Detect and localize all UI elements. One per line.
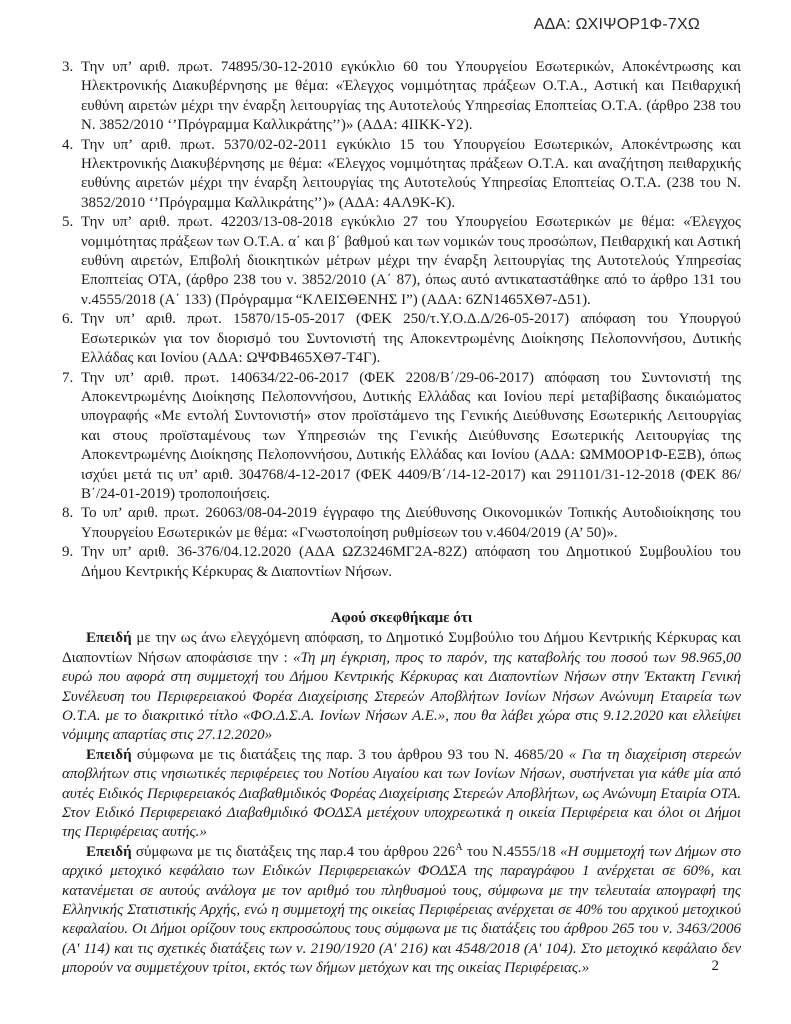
paragraph-lead: Επειδή: [86, 630, 132, 647]
list-item-text: Το υπ’ αριθ. πρωτ. 26063/08-04-2019 έγγραφο της Διεύθυνσης Οικονομικών Τοπικής Αυτοδιοίκησης του Υπουργείου Εσωτερικών με θέμα: «Γνωστοποίηση ρυθμίσεων του ν.4604/2019 (Α’ 50)».: [81, 505, 741, 541]
list-item-number: 5.: [62, 214, 74, 231]
list-item: [62, 213, 741, 310]
paragraph-text: σύμφωνα με τις διατάξεις της παρ.4 του άρθρου 226: [131, 843, 456, 860]
list-item-text: Την υπ’ αριθ. πρωτ. 15870/15-05-2017 (ΦΕΚ 250/τ.Υ.Ο.Δ.Δ/26-05-2017) απόφαση του Υπουργού Εσωτερικών για τον διορισμό του Συντονιστή της Αποκεντρωμένης Διοίκησης Πελοποννήσου, Δυτικής Ελλάδας και Ιονίου (ΑΔΑ: ΩΨΦΒ465ΧΘ7-Τ4Γ).: [81, 311, 741, 367]
list-item: [62, 504, 741, 543]
ada-code: ΑΔΑ: ΩΧΙΨΟΡ1Φ-7ΧΩ: [533, 16, 700, 33]
list-item-number: 8.: [62, 505, 74, 522]
paragraph-epeidi-1: [62, 629, 741, 745]
paragraph-quote: « Για τη διαχείριση στερεών αποβλήτων στις νησιωτικές περιφέρειες του Νοτίου Αιγαίου και των Ιονίων Νήσων, συστήνεται για κάθε μία από αυτές Ειδικός Περιφερειακός Διαβαθμιδικός Φορέας Διαχείρισης Στερεών Αποβλήτων, ως Ανώνυμη Εταιρία ΟΤΑ. Στον Ειδικό Περιφερειακό Διαβαθμιδικό ΦΟΔΣΑ μετέχουν υποχρεωτικά η οικεία Περιφέρεια και όλοι οι Δήμοι της Περιφέρειας αυτής.»: [62, 746, 741, 841]
document-content: [62, 58, 741, 979]
paragraph-quote: «Η συμμετοχή των Δήμων στο αρχικό μετοχικό κεφάλαιο των Ειδικών Περιφερειακών ΦΟΔΣΑ της παραγράφου 1 ανέρχεται σε 60%, και κατανέμεται σε αυτούς ανάλογα με τον αριθμό του πληθυσμού τους, σύμφωνα με την τελευταία απογραφή της Ελληνικής Στατιστικής Αρχής, ενώ η συμμετοχή της οικείας Περιφέρειας ανέρχεται σε 40% του αρχικού μετοχικού κεφαλαίου. Οι Δήμοι ορίζουν τους εκπροσώπους τους σύμφωνα με τις διατάξεις του άρθρου 265 του ν. 3463/2006 (Α' 114) και τις σχετικές διατάξεις των ν. 2190/1920 (Α' 216) και 4548/2018 (Α' 104). Στο μετοχικό κεφάλαιο δεν μπορούν να συμμετέχουν τρίτοι, εκτός των δήμων μετόχων και της οικείας Περιφέρειας.»: [62, 843, 741, 977]
list-item: [62, 543, 741, 582]
list-item: [62, 310, 741, 368]
list-item-text: Την υπ’ αριθ. πρωτ. 74895/30-12-2010 εγκύκλιο 60 του Υπουργείου Εσωτερικών, Αποκέντρωσης και Ηλεκτρονικής Διακυβέρνησης με θέμα: «Έλεγχος νομιμότητας πράξεων Ο.Τ.Α., Αστική και Πειθαρχική ευθύνη αιρετών μέχρι την έναρξη λειτουργίας της Αυτοτελούς Υπηρεσίας Εποπτείας Ο.Τ.Α. (άρθρο 238 του Ν. 3852/2010 ‘’Πρόγραμμα Καλλικράτης’’)» (ΑΔΑ: 4ΙΙΚΚ-Υ2).: [81, 59, 741, 134]
paragraph-epeidi-3: [62, 843, 741, 979]
paragraph-quote: «Τη μη έγκριση, προς το παρόν, της καταβολής του ποσού των 98.965,00 ευρώ που αφορά στη συμμετοχή του Δήμου Κεντρικής Κέρκυρας και Διαποντίων Νήσων στην Έκτακτη Γενική Συνέλευση του Περιφερειακού Φορέα Διαχείρισης Στερεών Αποβλήτων Ιονίων Νήσων Ανώνυμη Εταιρεία των Ο.Τ.Α. με το διακριτικό τίτλο «ΦΟ.Δ.Σ.Α. Ιονίων Νήσων Α.Ε.», που θα λάβει χώρα στις 9.12.2020 και ελλείψει νόμιμης απαρτίας στις 27.12.2020»: [62, 649, 741, 744]
list-item-number: 9.: [62, 544, 74, 561]
list-item-number: 4.: [62, 136, 74, 153]
list-item: [62, 369, 741, 505]
list-item-number: 7.: [62, 369, 74, 386]
paragraph-text: σύμφωνα με τις διατάξεις της παρ. 3 του άρθρου 93 του Ν. 4685/20: [131, 746, 569, 763]
section-heading: Αφού σκεφθήκαμε ότι: [330, 609, 473, 626]
list-item: [62, 58, 741, 136]
list-item-text: Την υπ’ αριθ. πρωτ. 42203/13-08-2018 εγκύκλιο 27 του Υπουργείου Εσωτερικών με θέμα: «Έλεγχος νομιμότητας πράξεων των Ο.Τ.Α. α΄ και β΄ βαθμού και των νομικών τους προσώπων, Πειθαρχική και Αστική ευθύνη αιρετών, Επιβολή διοικητικών μέτρων μέχρι την έναρξη λειτουργίας της Αυτοτελούς Υπηρεσίας Εποπτείας ΟΤΑ, (άρθρο 238 του ν. 3852/2010 (Α΄ 87), όπως αυτό αντικαταστάθηκε από το άρθρο 131 του ν.4555/2018 (Α΄ 133) (Πρόγραμμα “ΚΛΕΙΣΘΕΝΗΣ Ι”) (ΑΔΑ: 6ΖΝ1465ΧΘ7-Δ51).: [81, 214, 741, 308]
list-item-number: 3.: [62, 59, 74, 75]
paragraph-lead: Επειδή: [86, 746, 132, 763]
list-item-text: Την υπ’ αριθ. πρωτ. 140634/22-06-2017 (ΦΕΚ 2208/Β΄/29-06-2017) απόφαση του Συντονιστή της Αποκεντρωμένης Διοίκησης Πελοποννήσου, Δυτικής Ελλάδας και Ιονίου περί μεταβίβασης δικαιώματος υπογραφής «Με εντολή Συντονιστή» στον προϊστάμενο της Γενικής Διεύθυνσης Εσωτερικής Λειτουργίας και στους προϊσταμένους των Υπηρεσιών της Γενικής Διεύθυνσης Εσωτερικής Λειτουργίας της Αποκεντρωμένης Διοίκησης Πελοποννήσου, Δυτικής Ελλάδας και Ιονίου (ΑΔΑ: ΩΜΜ0ΟΡ1Φ-ΕΞΒ), όπως ισχύει μετά τις υπ’ αριθ. 304768/4-12-2017 (ΦΕΚ 4409/Β΄/14-12-2017) και 291101/31-12-2018 (ΦΕΚ 86/Β΄/24-01-2019) τροποποιήσεις.: [81, 369, 741, 502]
paragraph-epeidi-2: [62, 746, 741, 843]
list-item-number: 6.: [62, 311, 74, 328]
superscript-alpha: Α: [455, 841, 463, 853]
list-item-text: Την υπ’ αριθ. πρωτ. 5370/02-02-2011 εγκύκλιο 15 του Υπουργείου Εσωτερικών, Αποκέντρωσης και Ηλεκτρονικής Διακυβέρνησης με θέμα: «Έλεγχος νομιμότητας πράξεων Ο.Τ.Α. και αναζήτηση πειθαρχικής ευθύνης αιρετών μέχρι την έναρξη λειτουργίας της Αυτοτελούς Υπηρεσίας Εποπτείας Ο.Τ.Α. (238 του Ν. 3852/2010 ‘’Πρόγραμμα Καλλικράτης’’)» (ΑΔΑ: 4ΑΛ9Κ-Κ).: [81, 136, 741, 211]
list-item: [62, 136, 741, 214]
paragraph-lead: Επειδή: [86, 843, 132, 860]
reference-list: [62, 58, 741, 582]
paragraph-text: του Ν.4555/18: [462, 843, 561, 860]
paragraph-text: με την ως άνω ελεγχόμενη απόφαση, το Δημοτικό Συμβούλιο του Δήμου Κεντρικής Κέρκυρας και Διαποντίων Νήσων αποφάσισε την :: [62, 630, 741, 666]
page-number: 2: [711, 958, 719, 974]
list-item-text: Την υπ’ αριθ. 36-376/04.12.2020 (ΑΔΑ ΩΖ3246ΜΓ2Α-82Ζ) απόφαση του Δημοτικού Συμβουλίου του Δήμου Κεντρικής Κέρκυρας & Διαποντίων Νήσων.: [81, 544, 741, 580]
